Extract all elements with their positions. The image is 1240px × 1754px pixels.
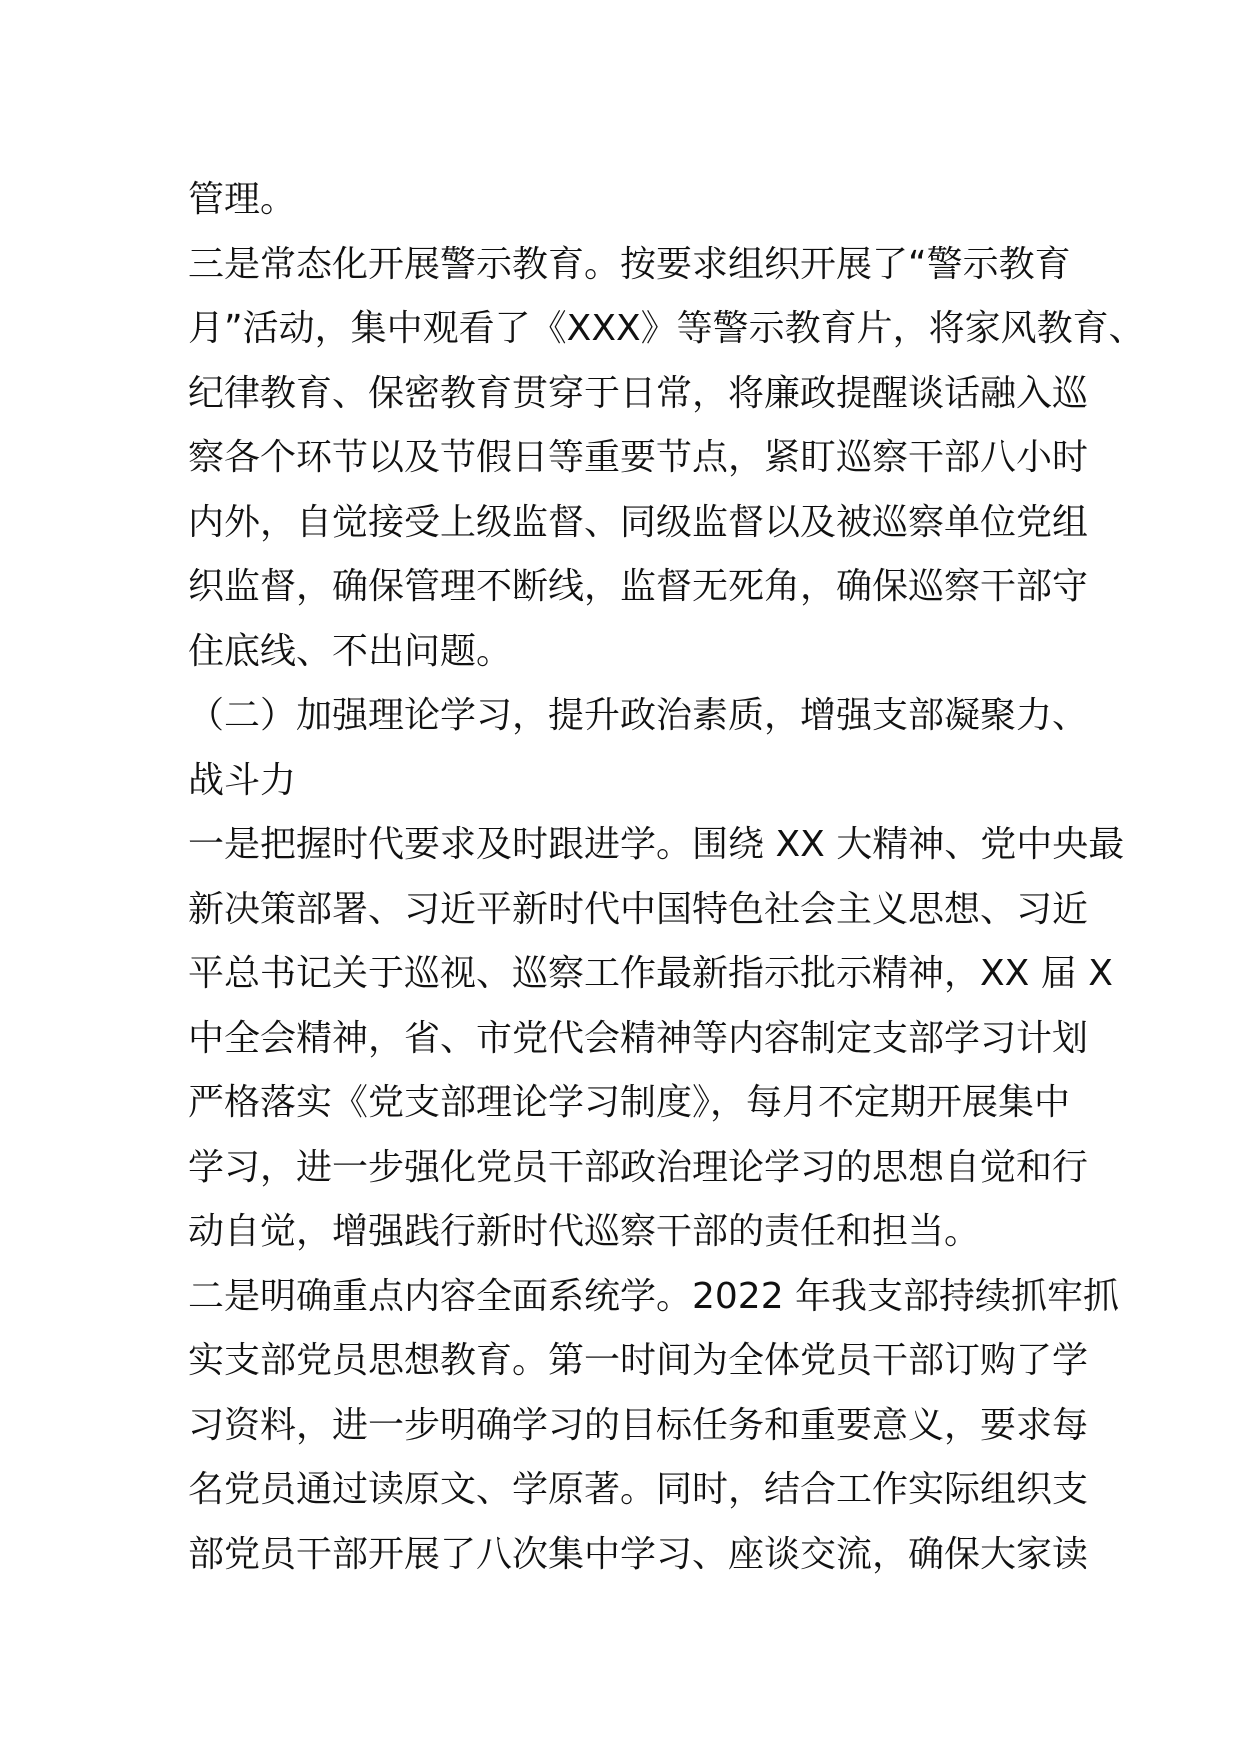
text-line: 二是明确重点内容全面系统学。2022 年我支部持续抓牢抓 — [188, 1275, 1120, 1317]
text-line: 管理。 — [188, 179, 297, 220]
text-line: 住底线、不出问题。 — [188, 630, 513, 672]
text-line: 实支部党员思想教育。第一时间为全体党员干部订购了学 — [188, 1340, 1089, 1381]
text-line: 名党员通过读原文、学原著。同时，结合工作实际组织支 — [188, 1469, 1089, 1510]
text-line: 月”活动，集中观看了《XXX》等警示教育片，将家风教育、 — [188, 308, 1145, 349]
text-line: 察各个环节以及节假日等重要节点，紧盯巡察干部八小时 — [188, 437, 1089, 478]
text-line: 平总书记关于巡视、巡察工作最新指示批示精神，XX 届 X — [188, 953, 1113, 994]
document-body — [188, 168, 1145, 1587]
text-line: 织监督，确保管理不断线，监督无死角，确保巡察干部守 — [188, 566, 1089, 607]
text-line: 严格落实《党支部理论学习制度》，每月不定期开展集中 — [188, 1082, 1071, 1123]
text-line: 中全会精神，省、市党代会精神等内容制定支部学习计划 — [188, 1017, 1089, 1059]
section-heading-line: 战斗力 — [188, 759, 297, 801]
text-line: 动自觉，增强践行新时代巡察干部的责任和担当。 — [188, 1211, 981, 1252]
section-heading-line: （二）加强理论学习，提升政治素质，增强支部凝聚力、 — [188, 695, 1089, 736]
text-line: 部党员干部开展了八次集中学习、座谈交流，确保大家读 — [188, 1533, 1089, 1575]
text-line: 新决策部署、习近平新时代中国特色社会主义思想、习近 — [188, 888, 1089, 930]
text-line: 内外，自觉接受上级监督、同级监督以及被巡察单位党组 — [188, 501, 1089, 543]
text-line: 纪律教育、保密教育贯穿于日常，将廉政提醒谈话融入巡 — [188, 372, 1089, 414]
text-line: 学习，进一步强化党员干部政治理论学习的思想自觉和行 — [188, 1146, 1089, 1188]
text-line: 一是把握时代要求及时跟进学。围绕 XX 大精神、党中央最 — [188, 824, 1125, 865]
text-line: 三是常态化开展警示教育。按要求组织开展了“警示教育 — [188, 243, 1071, 285]
text-line: 习资料，进一步明确学习的目标任务和重要意义，要求每 — [188, 1404, 1089, 1446]
